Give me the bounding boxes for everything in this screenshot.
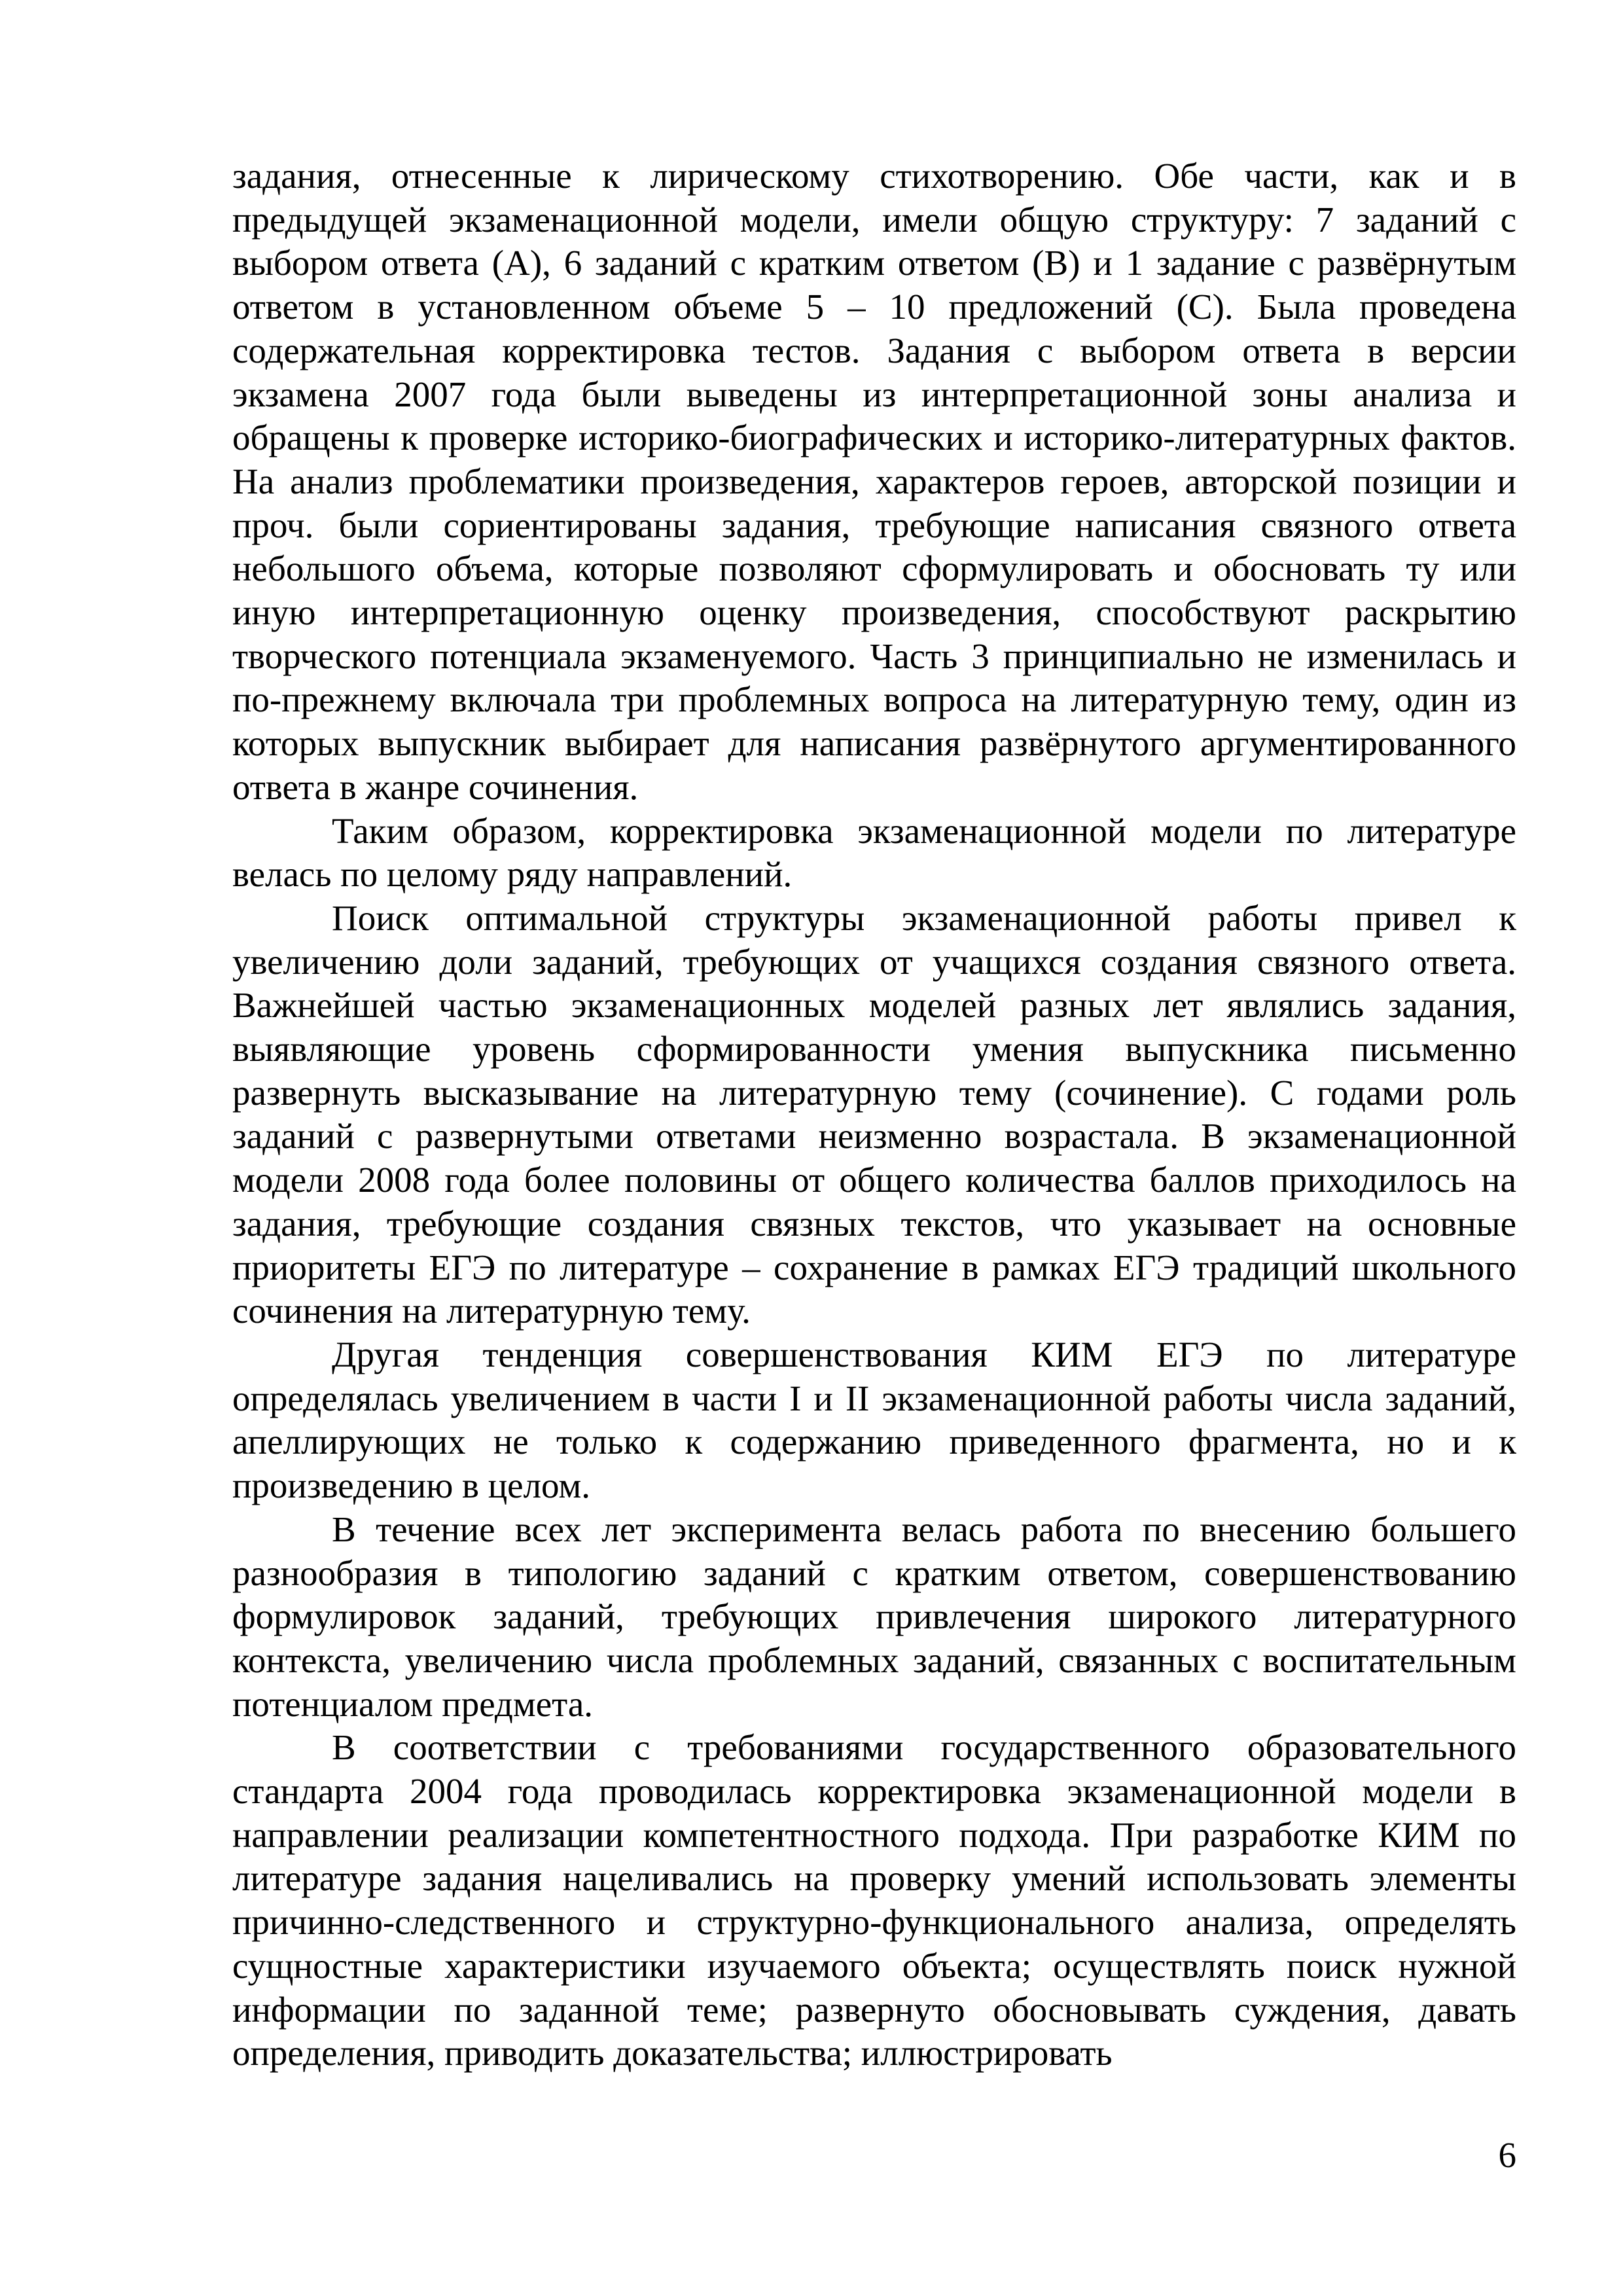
- paragraph-1: задания, отнесенные к лирическому стихотворению. Обе части, как и в предыдущей экзаменационной модели, имели общую структуру: 7 заданий с выбором ответа (А), 6 заданий с кратким ответом (В) и 1 задание с развёрнутым ответом в установленном объеме 5 – 10 предложений (С). Была проведена содержательная корректировка тестов. Задания с выбором ответа в версии экзамена 2007 года были выведены из интерпретационной зоны анализа и обращены к проверке историко-биографических и историко-литературных фактов. На анализ проблематики произведения, характеров героев, авторской позиции и проч. были сориентированы задания, требующие написания связного ответа небольшого объема, которые позволяют сформулировать и обосновать ту или иную интерпретационную оценку произведения, способствуют раскрытию творческого потенциала экзаменуемого. Часть 3 принципиально не изменилась и по-прежнему включала три проблемных вопроса на литературную тему, один из которых выпускник выбирает для написания развёрнутого аргументированного ответа в жанре сочинения.: [232, 156, 1516, 807]
- paragraph-2: Таким образом, корректировка экзаменационной модели по литературе велась по целому ряду направлений.: [232, 810, 1516, 895]
- body-text: [232, 154, 1516, 2075]
- paragraph-5: В течение всех лет эксперимента велась работа по внесению большего разнообразия в типологию заданий с кратким ответом, совершенствованию формулировок заданий, требующих привлечения широкого литературного контекста, увеличению числа проблемных заданий, связанных с воспитательным потенциалом предмета.: [232, 1509, 1516, 1724]
- page-number: 6: [1498, 2135, 1516, 2175]
- paragraph-4: Другая тенденция совершенствования КИМ ЕГЭ по литературе определялась увеличением в части I и II экзаменационной работы числа заданий, апеллирующих не только к содержанию приведенного фрагмента, но и к произведению в целом.: [232, 1334, 1516, 1506]
- paragraph-6: В соответствии с требованиями государственного образовательного стандарта 2004 года проводилась корректировка экзаменационной модели в направлении реализации компетентностного подхода. При разработке КИМ по литературе задания нацеливались на проверку умений использовать элементы причинно-следственного и структурно-функционального анализа, определять сущностные характеристики изучаемого объекта; осуществлять поиск нужной информации по заданной теме; развернуто обосновывать суждения, давать определения, приводить доказательства; иллюстрировать: [232, 1727, 1516, 2073]
- paragraph-3: Поиск оптимальной структуры экзаменационной работы привел к увеличению доли заданий, требующих от учащихся создания связного ответа. Важнейшей частью экзаменационных моделей разных лет являлись задания, выявляющие уровень сформированности умения выпускника письменно развернуть высказывание на литературную тему (сочинение). С годами роль заданий с развернутыми ответами неизменно возрастала. В экзаменационной модели 2008 года более половины от общего количества баллов приходилось на задания, требующие создания связных текстов, что указывает на основные приоритеты ЕГЭ по литературе – сохранение в рамках ЕГЭ традиций школьного сочинения на литературную тему.: [232, 897, 1516, 1331]
